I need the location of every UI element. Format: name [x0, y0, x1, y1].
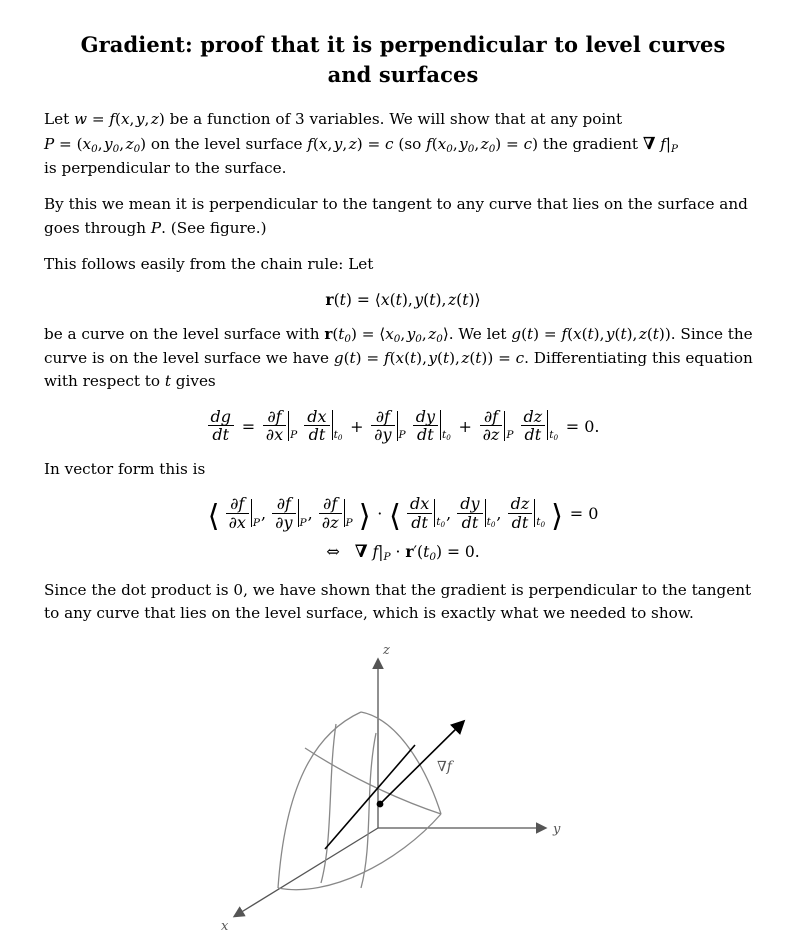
equation-curve: r(t) = ⟨x(t), y(t), z(t)⟩: [325, 289, 481, 309]
x-axis: [235, 828, 378, 916]
paragraph-chain-rule-intro: This follows easily from the chain rule: Let: [44, 254, 374, 273]
intro-line-1: Let w = f(x, y, z) be a function of 3 variables. We will show that at any point: [44, 109, 623, 128]
x-axis-label: x: [221, 919, 229, 935]
figure-svg: [193, 638, 613, 938]
paragraph-vector-form-intro: In vector form this is: [44, 460, 206, 479]
intro-line-3: is perpendicular to the surface.: [44, 159, 287, 178]
curve-through-point: [305, 748, 441, 814]
paragraph-final: Since the dot product is 0, we have shown that the gradient is perpendicular to the tangent to any curve that lies on the level surface, which is exactly what we needed to show.: [44, 581, 752, 623]
figure-gradient-surface: [44, 638, 762, 938]
equation-chain-rule: $\frac{dg}{dt}$ = $\frac{\partial f}{\partial x}$ $_P$ $\frac{dx}{dt}$ $_{t_0}$ + $\frac{\partial f}{\partial y}$ $_P$ $\frac{dy}{dt}$ $_{t_0}$ + $\frac{\partial f}{\partial z}$ $_P$ $\frac{dz}{dt}$ $_{t_0}$ = 0.: [44, 408, 762, 445]
surface-edge-left: [278, 712, 361, 888]
gradient-label: ∇f: [437, 759, 452, 776]
y-axis-label: y: [553, 822, 561, 838]
intro-line-2: $P = (x_0$, $y_0$, $z_0$) on the level surface f(x, y, z) = c (so $f(x_0$, $y_0$, $z_0) = c$) the gradient ∇ $f|_P$: [44, 132, 678, 155]
curve-on-surface-2: [361, 733, 376, 888]
paragraph-curve-explanation: be a curve on the level surface with $r(t_0)$ = $⟨x_0$, $y_0$, $z_0⟩$. We let g(t) = f(x(t), y(t), z(t)). Since the curve is on the level surface we have g(t) = f(x(t), y(t), z(t)) = c. Differentiating this equation with respect to t gives: [44, 324, 753, 391]
z-axis-label: z: [383, 643, 390, 659]
paragraph-intro: [44, 108, 762, 181]
surface-edge-bottom: [278, 814, 441, 890]
equation-vector-form: ⟨ $\frac{\partial f}{\partial x}$ $_P$, $\frac{\partial f}{\partial y}$ $_P$, $\frac{\partial f}{\partial z}$ $_P$ ⟩ · ⟨ $\frac{dx}{dt}$ $_{t_0}$, $\frac{dy}{dt}$ $_{t_0}$, $\frac{dz}{dt}$ $_{t_0}$ ⟩ = 0: [207, 494, 599, 535]
page-title: Gradient: proof that it is perpendicular to level curves and surfaces: [80, 32, 726, 87]
paragraph-meaning: By this we mean it is perpendicular to the tangent to any curve that lies on the surface and goes through P. (See figure.): [44, 195, 748, 237]
equation-conclusion: ⇔ ∇ $f|_P \cdot r'(t_0) = 0$.: [326, 542, 480, 564]
point-p-marker: [377, 801, 384, 808]
